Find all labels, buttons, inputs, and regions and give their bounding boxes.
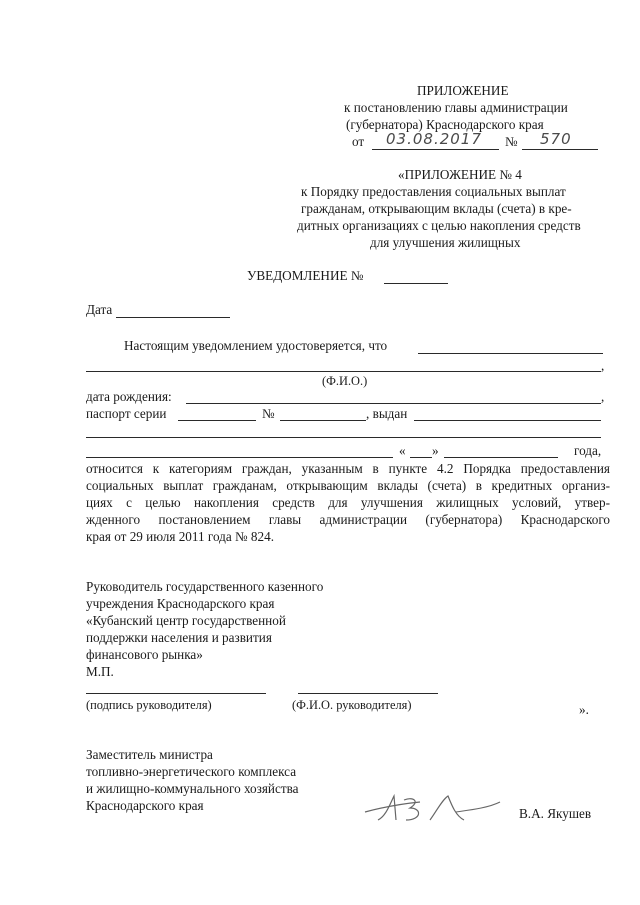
appendix-title: «ПРИЛОЖЕНИЕ № 4 [398, 167, 522, 182]
notice-body-line3: циях с целью накопления средств для улучшения жилищных условий, утвер- [86, 495, 610, 510]
signatory-stamp: М.П. [86, 664, 114, 679]
header-date-underline [372, 149, 499, 150]
appendix-line2: гражданам, открывающим вклады (счета) в кре- [301, 201, 572, 216]
notice-day-close: » [432, 443, 439, 458]
footer-line1: Заместитель министра [86, 747, 213, 762]
notice-birth-underline [186, 403, 601, 404]
signatory-line2: учреждения Краснодарского края [86, 596, 275, 611]
notice-intro-underline [418, 353, 603, 354]
notice-passport-series-underline [178, 420, 256, 421]
notice-issued-underline [414, 420, 601, 421]
signatory-sign-caption: (подпись руководителя) [86, 698, 212, 712]
signatory-sign-underline [86, 693, 266, 694]
notice-fio-underline [86, 371, 601, 372]
notice-fio-caption: (Ф.И.О.) [322, 374, 368, 388]
notice-issued-by-underline [86, 457, 393, 458]
header-number-underline [522, 149, 598, 150]
signatory-line4: поддержки населения и развития [86, 630, 272, 645]
header-line2: (губернатора) Краснодарского края [346, 117, 544, 132]
notice-birth-label: дата рождения: [86, 389, 172, 404]
notice-passport-number-label: № [262, 406, 275, 421]
signatory-closing-quote: ». [579, 702, 589, 717]
header-line1: к постановлению главы администрации [344, 100, 568, 115]
signatory-fio-underline [298, 693, 438, 694]
header-title: ПРИЛОЖЕНИЕ [417, 83, 509, 98]
footer-name: В.А. Якушев [519, 806, 592, 821]
notice-body-line2: социальных выплат гражданам, открывающим вклады (счета) в кредитных организ- [86, 478, 610, 493]
appendix-line4: для улучшения жилищных [370, 235, 521, 250]
footer-line2: топливно-энергетического комплекса [86, 764, 297, 779]
notice-year-label: года, [574, 443, 602, 458]
notice-title: УВЕДОМЛЕНИЕ № [247, 268, 364, 283]
signatory-line1: Руководитель государственного казенного [86, 579, 324, 594]
notice-fio-comma: , [601, 358, 605, 373]
signatory-fio-caption: (Ф.И.О. руководителя) [292, 698, 412, 712]
notice-month-underline [444, 457, 558, 458]
notice-body-line1: относится к категориям граждан, указанным в пункте 4.2 Порядка предоставления [86, 461, 610, 476]
notice-passport-number-underline [280, 420, 366, 421]
handwritten-signature [360, 790, 510, 830]
header-number-label: № [505, 134, 518, 149]
notice-date-label: Дата [86, 302, 113, 317]
notice-birth-comma: , [601, 389, 605, 404]
appendix-line3: дитных организациях с целью накопления средств [297, 218, 581, 233]
footer-line3: и жилищно-коммунального хозяйства [86, 781, 299, 796]
header-from-label: от [352, 134, 365, 149]
signatory-line5: финансового рынка» [86, 647, 203, 662]
notice-issued-label: , выдан [366, 406, 408, 421]
notice-issued-underline-2 [86, 437, 601, 438]
header-date-handwritten: 03.08.2017 [386, 130, 482, 148]
header-number-handwritten: 570 [540, 130, 572, 148]
notice-number-underline [384, 283, 448, 284]
footer-line4: Краснодарского края [86, 798, 204, 813]
notice-body-line5: края от 29 июля 2011 года № 824. [86, 529, 274, 544]
appendix-line1: к Порядку предоставления социальных выплат [301, 184, 566, 199]
notice-date-underline [116, 317, 230, 318]
notice-passport-series-label: паспорт серии [86, 406, 167, 421]
notice-day-open: « [399, 443, 406, 458]
signatory-line3: «Кубанский центр государственной [86, 613, 286, 628]
notice-day-underline [410, 457, 432, 458]
notice-intro: Настоящим уведомлением удостоверяется, что [124, 338, 388, 353]
notice-body-line4: жденного постановлением главы администрации (губернатора) Краснодарского [86, 512, 610, 527]
